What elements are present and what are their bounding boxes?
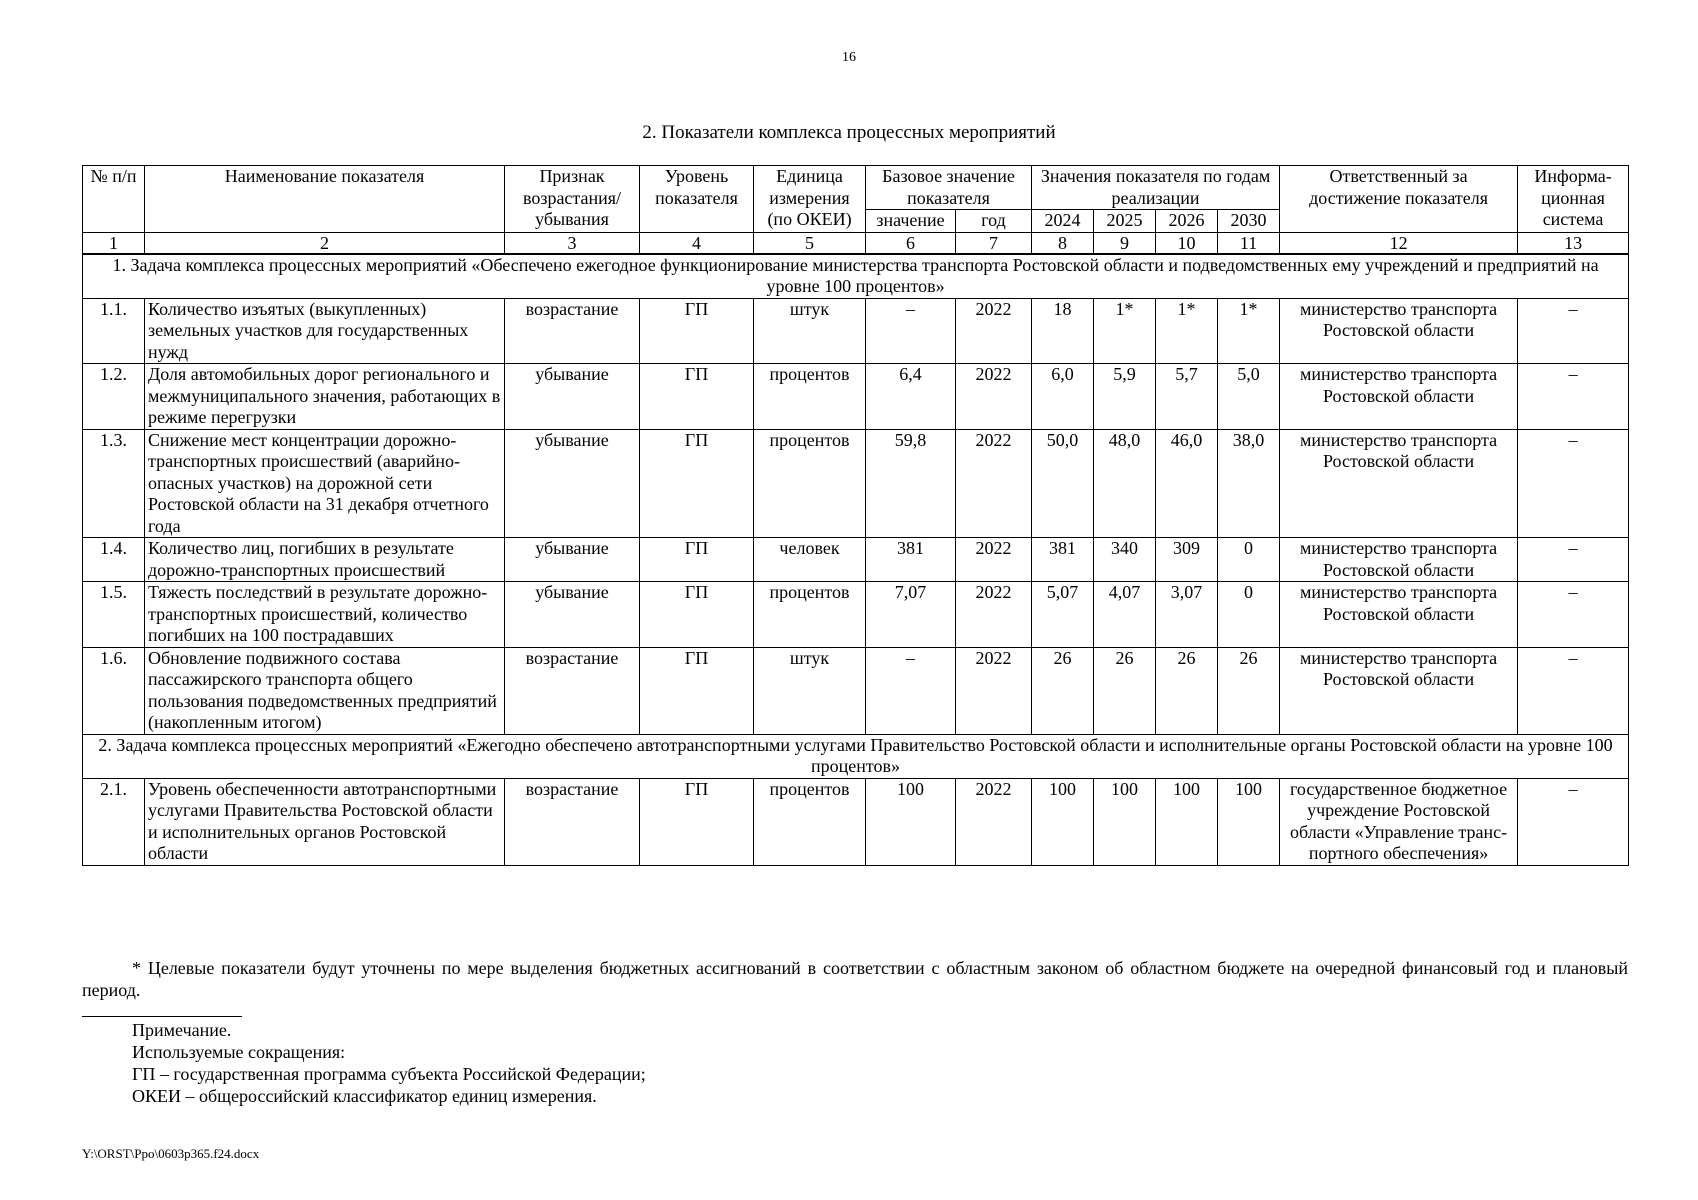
header-unit: Единица измерения (по ОКЕИ) <box>754 166 866 233</box>
header-info-system: Информа- ционная система <box>1518 166 1629 233</box>
column-number: 2 <box>145 232 505 254</box>
value-2030: 0 <box>1218 538 1280 582</box>
trend-sign: возрастание <box>505 647 640 734</box>
value-2024: 26 <box>1032 647 1094 734</box>
indicator-name: Тяжесть последствий в результате дорожно-транспортных происшествий, количество погибших на 100 пострадавших <box>145 582 505 648</box>
divider <box>82 1016 242 1017</box>
row-number: 1.3. <box>83 429 145 538</box>
indicator-name: Количество лиц, погибших в результате дорожно-транспортных происшествий <box>145 538 505 582</box>
responsible: министерство транспорта Ростовской области <box>1280 429 1518 538</box>
indicator-level: ГП <box>640 778 754 865</box>
value-2030: 100 <box>1218 778 1280 865</box>
base-value: – <box>866 647 956 734</box>
note-line: ОКЕИ – общероссийский классификатор единиц измерения. <box>132 1086 597 1106</box>
column-number: 8 <box>1032 232 1094 254</box>
indicator-name: Доля автомобильных дорог регионального и межмуниципального значения, работающих в режиме перегрузки <box>145 364 505 430</box>
indicator-name: Уровень обеспеченности автотранспортными услугами Правительства Ростовской области и исполнительных органов Ростовской области <box>145 778 505 865</box>
base-year: 2022 <box>956 538 1032 582</box>
unit: процентов <box>754 582 866 648</box>
base-year: 2022 <box>956 647 1032 734</box>
header-number: № п/п <box>83 166 145 233</box>
indicator-level: ГП <box>640 364 754 430</box>
responsible: министерство транспорта Ростовской области <box>1280 298 1518 364</box>
base-year: 2022 <box>956 582 1032 648</box>
column-number: 3 <box>505 232 640 254</box>
header-year-2025: 2025 <box>1094 210 1156 233</box>
base-value: 100 <box>866 778 956 865</box>
header-base-year: год <box>956 210 1032 233</box>
row-number: 1.1. <box>83 298 145 364</box>
value-2026: 100 <box>1156 778 1218 865</box>
table-row <box>83 298 1629 364</box>
row-number: 1.4. <box>83 538 145 582</box>
value-2026: 5,7 <box>1156 364 1218 430</box>
responsible: министерство транспорта Ростовской области <box>1280 364 1518 430</box>
header-base: Базовое значение показателя <box>866 166 1032 210</box>
trend-sign: возрастание <box>505 298 640 364</box>
info-system: – <box>1518 582 1629 648</box>
header-year-2024: 2024 <box>1032 210 1094 233</box>
value-2024: 50,0 <box>1032 429 1094 538</box>
column-number: 4 <box>640 232 754 254</box>
base-year: 2022 <box>956 298 1032 364</box>
table-row <box>83 647 1629 734</box>
column-number: 10 <box>1156 232 1218 254</box>
column-number: 11 <box>1218 232 1280 254</box>
unit: штук <box>754 298 866 364</box>
header-sign: Признак возрастания/ убывания <box>505 166 640 233</box>
value-2026: 3,07 <box>1156 582 1218 648</box>
value-2025: 26 <box>1094 647 1156 734</box>
trend-sign: убывание <box>505 582 640 648</box>
value-2024: 381 <box>1032 538 1094 582</box>
column-number: 6 <box>866 232 956 254</box>
column-number: 1 <box>83 232 145 254</box>
value-2025: 4,07 <box>1094 582 1156 648</box>
info-system: – <box>1518 647 1629 734</box>
value-2024: 18 <box>1032 298 1094 364</box>
table-row <box>83 429 1629 538</box>
header-year-2026: 2026 <box>1156 210 1218 233</box>
base-value: 7,07 <box>866 582 956 648</box>
trend-sign: убывание <box>505 429 640 538</box>
indicator-level: ГП <box>640 429 754 538</box>
base-year: 2022 <box>956 429 1032 538</box>
header-base-value: значение <box>866 210 956 233</box>
header-values: Значения показателя по годам реализации <box>1032 166 1280 210</box>
value-2024: 6,0 <box>1032 364 1094 430</box>
note-line: ГП – государственная программа субъекта Российской Федерации; <box>132 1064 646 1084</box>
base-value: 6,4 <box>866 364 956 430</box>
value-2030: 5,0 <box>1218 364 1280 430</box>
column-number: 5 <box>754 232 866 254</box>
trend-sign: возрастание <box>505 778 640 865</box>
responsible: государственное бюджетное учреждение Ростовской области «Управление транс-портного обеспечения» <box>1280 778 1518 865</box>
value-2024: 5,07 <box>1032 582 1094 648</box>
section-title: 2. Задача комплекса процессных мероприятий «Ежегодно обеспечено автотранспортными услугами Правительство Ростовской области и исполнительные органы Ростовской области на уровне 100 процентов» <box>83 734 1629 778</box>
note-heading: Примечание. <box>132 1020 232 1040</box>
table-row <box>83 778 1629 865</box>
indicator-level: ГП <box>640 582 754 648</box>
responsible: министерство транспорта Ростовской области <box>1280 538 1518 582</box>
indicator-name: Количество изъятых (выкупленных) земельных участков для государственных нужд <box>145 298 505 364</box>
file-path: Y:\ORST\Ppo\0603p365.f24.docx <box>82 1146 260 1161</box>
trend-sign: убывание <box>505 538 640 582</box>
header-name: Наименование показателя <box>145 166 505 233</box>
unit: человек <box>754 538 866 582</box>
unit: процентов <box>754 364 866 430</box>
responsible: министерство транспорта Ростовской области <box>1280 582 1518 648</box>
column-number: 9 <box>1094 232 1156 254</box>
column-number: 12 <box>1280 232 1518 254</box>
column-number: 7 <box>956 232 1032 254</box>
value-2026: 46,0 <box>1156 429 1218 538</box>
trend-sign: убывание <box>505 364 640 430</box>
value-2026: 1* <box>1156 298 1218 364</box>
info-system: – <box>1518 778 1629 865</box>
info-system: – <box>1518 429 1629 538</box>
table-title: 2. Показатели комплекса процессных мероприятий <box>642 122 1056 143</box>
base-value: – <box>866 298 956 364</box>
section-title: 1. Задача комплекса процессных мероприятий «Обеспечено ежегодное функционирование министерства транспорта Ростовской области и подведомственных ему учреждений и предприятий на уровне 100 процентов» <box>83 254 1629 299</box>
base-year: 2022 <box>956 778 1032 865</box>
indicator-level: ГП <box>640 538 754 582</box>
row-number: 1.5. <box>83 582 145 648</box>
base-value: 381 <box>866 538 956 582</box>
value-2025: 340 <box>1094 538 1156 582</box>
responsible: министерство транспорта Ростовской области <box>1280 647 1518 734</box>
info-system: – <box>1518 538 1629 582</box>
indicator-level: ГП <box>640 647 754 734</box>
value-2026: 26 <box>1156 647 1218 734</box>
value-2026: 309 <box>1156 538 1218 582</box>
info-system: – <box>1518 298 1629 364</box>
indicator-name: Обновление подвижного состава пассажирского транспорта общего пользования подведомственных предприятий (накопленным итогом) <box>145 647 505 734</box>
value-2030: 26 <box>1218 647 1280 734</box>
value-2024: 100 <box>1032 778 1094 865</box>
unit: процентов <box>754 429 866 538</box>
value-2025: 100 <box>1094 778 1156 865</box>
header-year-2030: 2030 <box>1218 210 1280 233</box>
base-year: 2022 <box>956 364 1032 430</box>
table-row <box>83 538 1629 582</box>
value-2025: 5,9 <box>1094 364 1156 430</box>
notes <box>132 1019 646 1107</box>
indicator-name: Снижение мест концентрации дорожно-транспортных происшествий (аварийно-опасных участков) на дорожной сети Ростовской области на 31 декабря отчетного года <box>145 429 505 538</box>
value-2030: 0 <box>1218 582 1280 648</box>
unit: процентов <box>754 778 866 865</box>
base-value: 59,8 <box>866 429 956 538</box>
unit: штук <box>754 647 866 734</box>
value-2030: 38,0 <box>1218 429 1280 538</box>
column-number: 13 <box>1518 232 1629 254</box>
table-row <box>83 582 1629 648</box>
value-2025: 1* <box>1094 298 1156 364</box>
page-number: 16 <box>842 50 856 65</box>
row-number: 1.2. <box>83 364 145 430</box>
header-responsible: Ответственный за достижение показателя <box>1280 166 1518 233</box>
value-2025: 48,0 <box>1094 429 1156 538</box>
table-row <box>83 364 1629 430</box>
note-line: Используемые сокращения: <box>132 1042 346 1062</box>
indicator-level: ГП <box>640 298 754 364</box>
row-number: 1.6. <box>83 647 145 734</box>
indicators-table <box>82 165 1629 866</box>
value-2030: 1* <box>1218 298 1280 364</box>
row-number: 2.1. <box>83 778 145 865</box>
footnote: * Целевые показатели будут уточнены по мере выделения бюджетных ассигнований в соответствии с областным законом об областном бюджете на очередной финансовый год и плановый период. <box>82 958 1628 1000</box>
info-system: – <box>1518 364 1629 430</box>
header-level: Уровень показателя <box>640 166 754 233</box>
